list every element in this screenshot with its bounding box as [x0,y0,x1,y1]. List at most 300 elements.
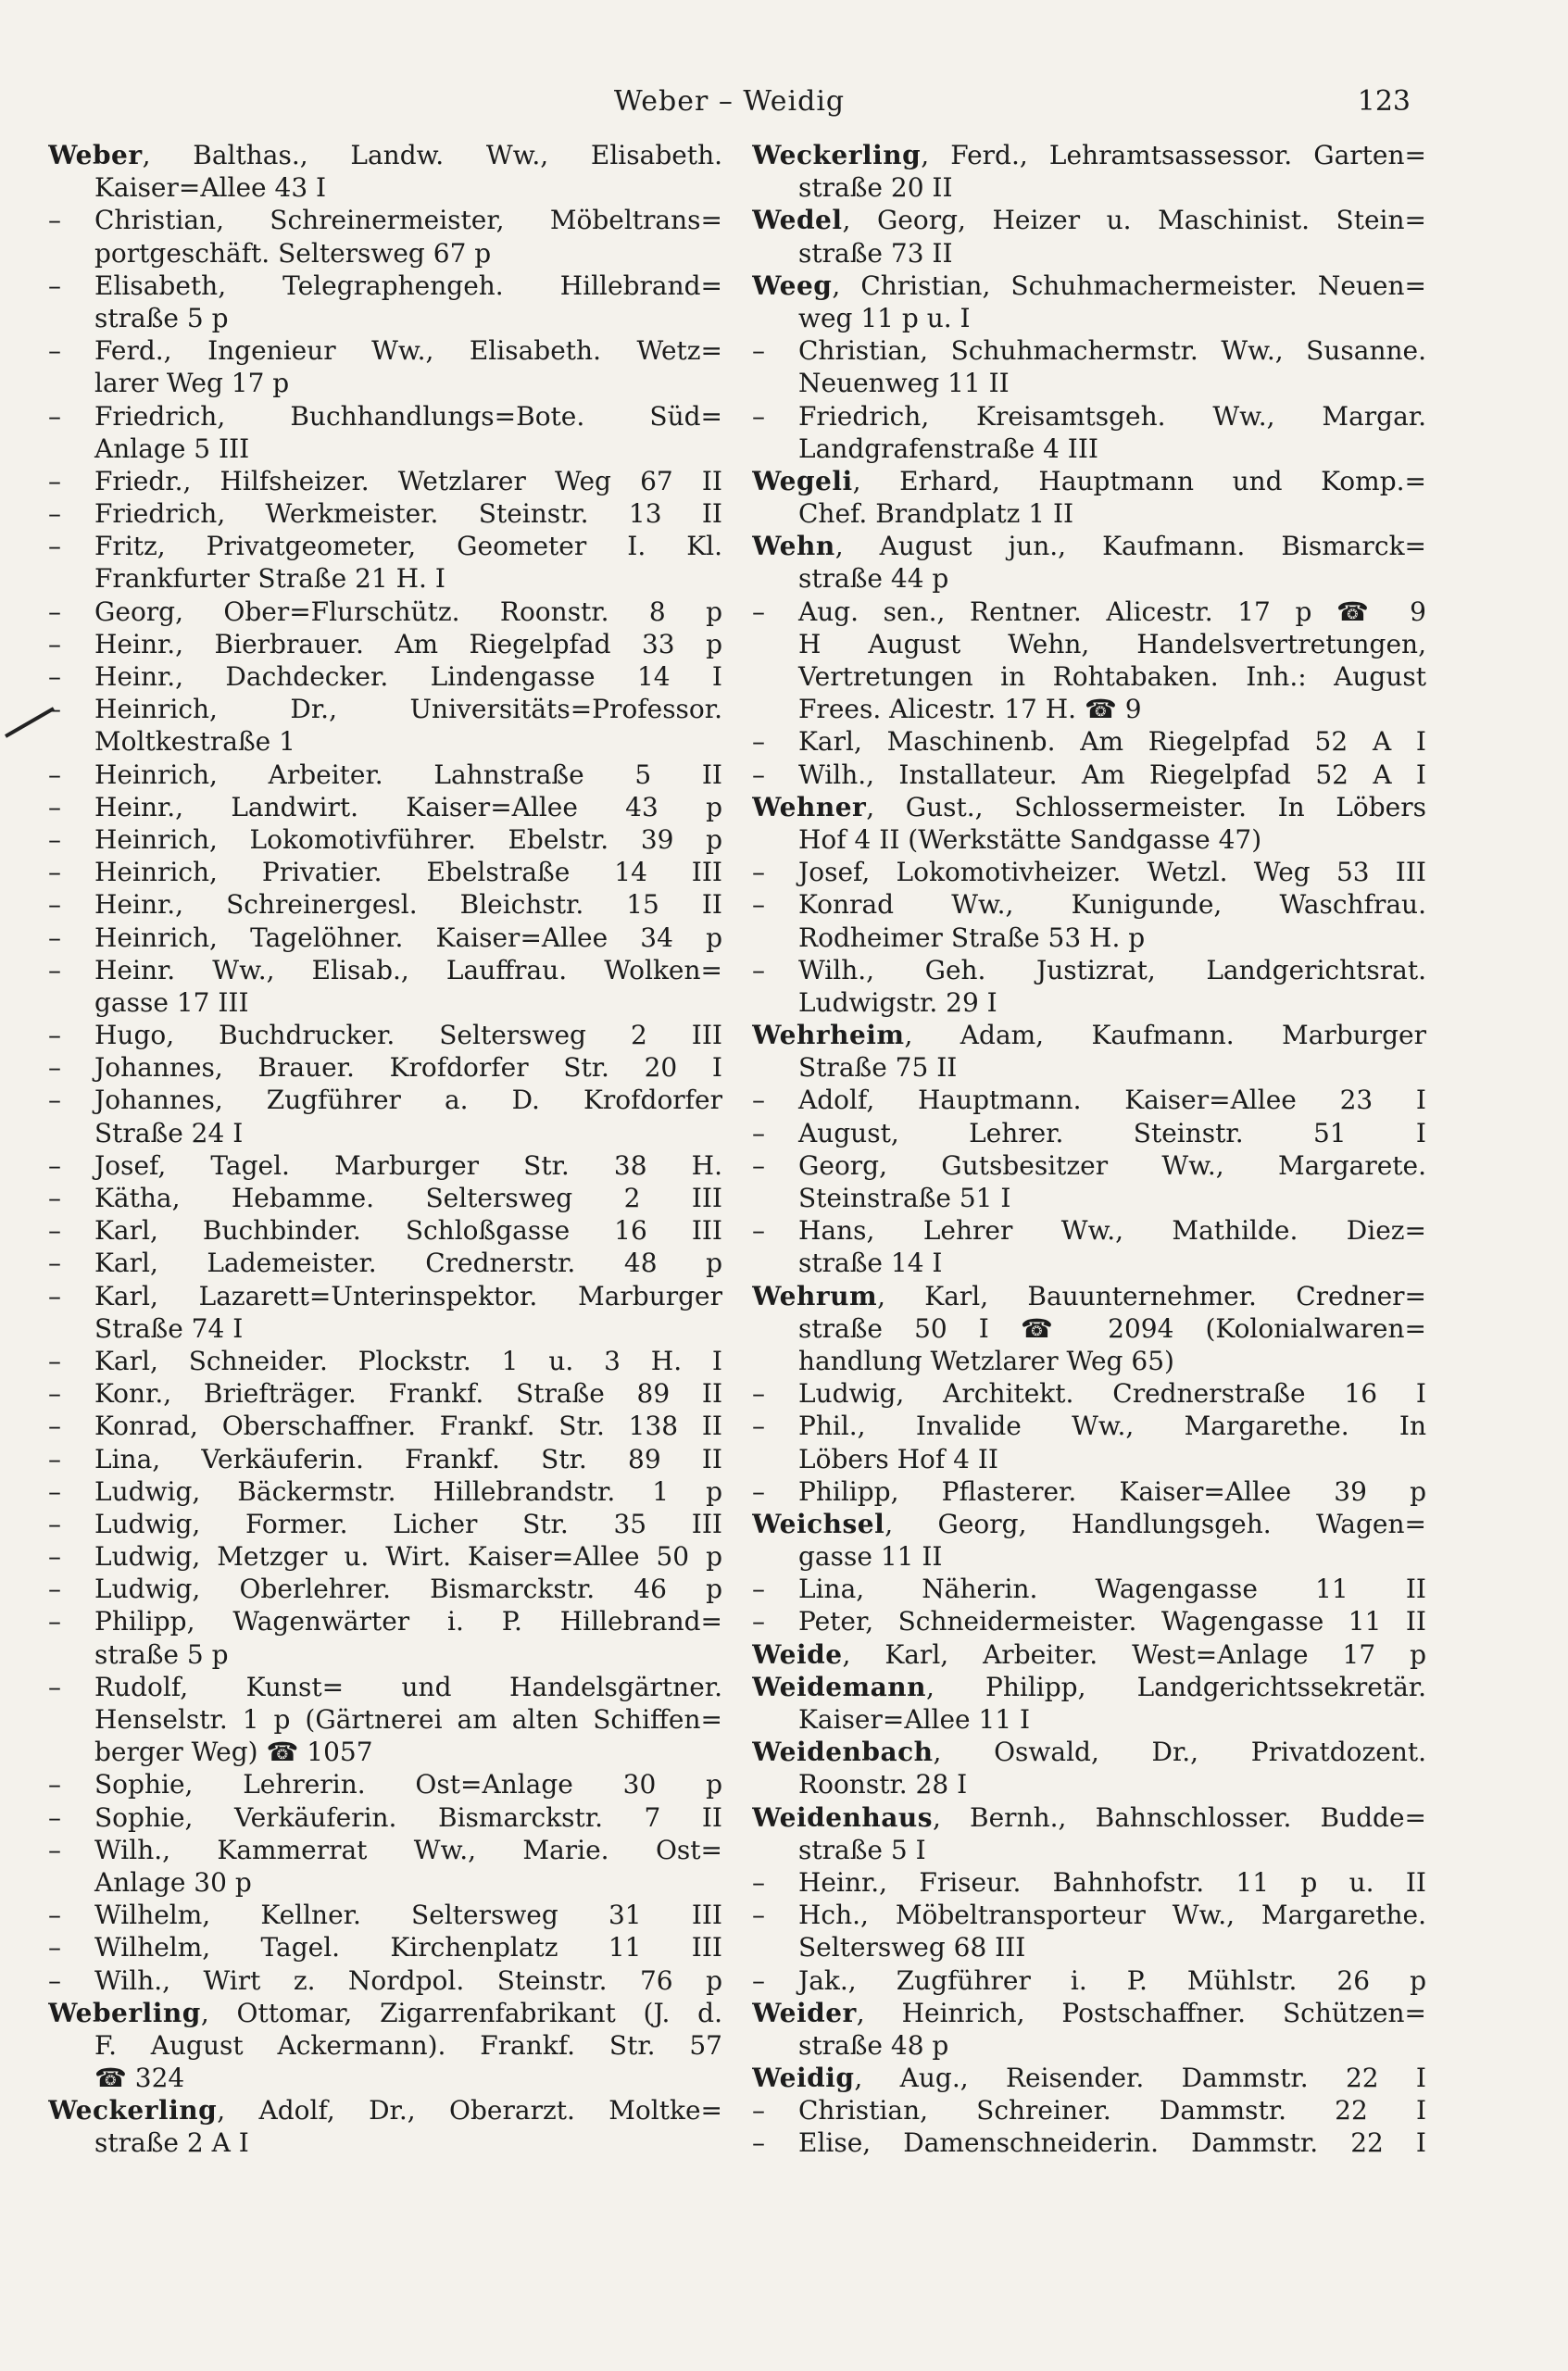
surname: Weidemann [752,1671,926,1702]
entry-text: Ludwig, Bäckermstr. Hillebrandstr. 1 p [94,1475,722,1507]
entry-head-line [752,1280,1426,1312]
entry-text: straße 5 I [798,1834,926,1865]
ditto-dash: – [48,922,61,953]
entry-continuation-line [48,725,722,758]
entry-continuation-line [752,1051,1426,1084]
entry-text: Chef. Brandplatz 1 II [798,498,1074,530]
ditto-dash: – [752,335,765,367]
entry-text: weg 11 p u. I [798,302,971,333]
ditto-dash: – [48,596,61,627]
entry-text: , Karl, Bauunternehmer. Credner= [877,1280,1426,1311]
entry-text: , Erhard, Hauptmann und Komp.= [852,465,1426,496]
surname: Weidenhaus [752,1801,933,1833]
entry-text: Rodheimer Straße 53 H. p [798,922,1146,953]
ditto-dash: – [48,1900,61,1931]
entry-head-line [752,1801,1426,1834]
entry-text: Straße 75 II [798,1052,958,1084]
entry-text: Hugo, Buchdrucker. Seltersweg 2 III [94,1020,722,1051]
entry-text: Roonstr. 28 I [798,1769,968,1800]
entry-text: Heinr., Schreinergesl. Bleichstr. 15 II [94,889,722,921]
entry-sub-line [48,1899,722,1931]
entry-text: Fritz, Privatgeometer, Geometer I. Kl. [94,531,722,562]
ditto-dash: – [48,205,61,236]
entry-sub-line [48,1377,722,1410]
entry-head-line [752,2062,1426,2094]
entry-text: Moltkestraße 1 [94,726,295,758]
ditto-dash: – [48,628,61,659]
entry-text: Phil., Invalide Ww., Margarethe. In [798,1411,1426,1442]
entry-text: Elise, Damenschneiderin. Dammstr. 22 I [798,2127,1426,2159]
entry-text: Christian, Schreiner. Dammstr. 22 I [798,2095,1426,2126]
entry-text: Kaiser=Allee 43 I [94,172,327,204]
entry-continuation-line [48,986,722,1019]
entry-text: Seltersweg 68 III [798,1932,1026,1963]
surname: Weeg [752,270,833,301]
entry-continuation-line [752,562,1426,595]
entry-text: straße 50 I ☎ 2094 (Kolonialwaren= [798,1312,1426,1344]
entry-continuation-line [752,1182,1426,1214]
entry-continuation-line [48,237,722,270]
entry-text: Karl, Buchbinder. Schloßgasse 16 III [94,1215,722,1247]
entry-continuation-line [752,2029,1426,2062]
entry-sub-line [752,2126,1426,2159]
entry-text: , Philipp, Landgerichtssekretär. [926,1671,1426,1702]
entry-text: Henselstr. 1 p (Gärtnerei am alten Schiffen= [94,1704,722,1735]
entry-text: Johannes, Brauer. Krofdorfer Str. 20 I [94,1052,722,1084]
entry-sub-line [752,1149,1426,1182]
ditto-dash: – [752,1411,765,1442]
entry-head-line [752,1736,1426,1768]
entry-text: Ludwig, Oberlehrer. Bismarckstr. 46 p [94,1574,722,1605]
entry-continuation-line [48,1736,722,1768]
entry-sub-line [752,1475,1426,1508]
entry-text: Heinr., Landwirt. Kaiser=Allee 43 p [94,791,722,822]
entry-sub-line [48,1573,722,1605]
entry-text: Kätha, Hebamme. Seltersweg 2 III [94,1183,722,1213]
surname: Weider [752,1997,857,2028]
entry-text: Josef, Lokomotivheizer. Wetzl. Weg 53 III [798,857,1426,888]
entry-sub-line [752,1573,1426,1605]
entry-sub-line [48,922,722,954]
entry-continuation-line [752,1931,1426,1963]
entry-sub-line [752,1214,1426,1247]
ditto-dash: – [48,1248,61,1279]
entry-continuation-line [752,693,1426,725]
entry-sub-line [48,1443,722,1475]
entry-text: straße 2 A I [94,2127,249,2159]
entry-text: Sophie, Lehrerin. Ost=Anlage 30 p [94,1769,722,1800]
entry-text: Heinrich, Arbeiter. Lahnstraße 5 II [94,759,722,790]
ditto-dash: – [752,759,765,790]
entry-sub-line [48,1019,722,1051]
entry-text: , Ottomar, Zigarrenfabrikant (J. d. [200,1997,722,2028]
entry-continuation-line [752,237,1426,270]
entry-text: Neuenweg 11 II [798,368,1010,399]
entry-head-line [752,465,1426,497]
entry-text: Friedrich, Werkmeister. Steinstr. 13 II [94,498,722,530]
ditto-dash: – [48,1574,61,1605]
entry-sub-line [48,1214,722,1247]
entry-sub-line [48,204,722,236]
entry-sub-line [752,1084,1426,1116]
entry-text: Christian, Schreinermeister, Möbeltrans= [94,205,722,236]
entry-sub-line [48,497,722,530]
entry-sub-line [48,1182,722,1214]
ditto-dash: – [48,1085,61,1116]
ditto-dash: – [752,1475,765,1507]
ditto-dash: – [752,954,765,985]
ditto-dash: – [48,1475,61,1507]
entry-text: Adolf, Hauptmann. Kaiser=Allee 23 I [798,1085,1426,1116]
entry-continuation-line [752,1768,1426,1800]
surname: Weber [48,140,143,170]
entry-continuation-line [752,367,1426,399]
entry-text: , Karl, Arbeiter. West=Anlage 17 p [842,1638,1426,1670]
entry-sub-line [48,400,722,433]
ditto-dash: – [752,2127,765,2159]
ditto-dash: – [48,889,61,921]
entry-text: straße 48 p [798,2029,949,2061]
entry-text: Friedrich, Kreisamtsgeh. Ww., Margar. [798,400,1426,432]
entry-text: Elisabeth, Telegraphengeh. Hillebrand= [94,270,722,301]
ditto-dash: – [48,400,61,432]
entry-sub-line [48,1931,722,1963]
entry-sub-line [48,1280,722,1312]
entry-continuation-line [48,562,722,595]
ditto-dash: – [48,1215,61,1247]
entry-text: Johannes, Zugführer a. D. Krofdorfer [94,1085,722,1116]
entry-text: ☎ 324 [94,2063,185,2094]
entry-text: handlung Wetzlarer Weg 65) [798,1345,1174,1376]
ditto-dash: – [48,661,61,692]
entry-text: Straße 74 I [94,1312,244,1344]
entry-text: Ludwig, Architekt. Crednerstraße 16 I [798,1378,1426,1410]
entry-continuation-line [752,1703,1426,1736]
entry-sub-line [752,725,1426,758]
entry-text: Wilh., Kammerrat Ww., Marie. Ost= [94,1834,722,1865]
entry-text: Lina, Verkäuferin. Frankf. Str. 89 II [94,1443,722,1474]
ditto-dash: – [48,465,61,496]
entry-text: , Adam, Kaufmann. Marburger [904,1020,1426,1051]
entry-text: Sophie, Verkäuferin. Bismarckstr. 7 II [94,1801,722,1833]
entry-text: Josef, Tagel. Marburger Str. 38 H. [94,1149,722,1181]
entry-sub-line [752,856,1426,888]
entry-sub-line [48,823,722,856]
ditto-dash: – [48,694,61,725]
ditto-dash: – [752,1085,765,1116]
entry-text: , Gust., Schlossermeister. In Löbers [866,791,1426,822]
entry-text: Anlage 5 III [94,433,250,464]
entry-text: Philipp, Wagenwärter i. P. Hillebrand= [94,1606,722,1637]
entry-text: Karl, Schneider. Plockstr. 1 u. 3 H. I [94,1345,722,1376]
entry-text: gasse 17 III [94,986,249,1018]
entry-text: Christian, Schuhmachermstr. Ww., Susanne. [798,335,1426,367]
ditto-dash: – [48,1149,61,1181]
entry-continuation-line [48,367,722,399]
entry-text: Ludwigstr. 29 I [798,986,997,1018]
ditto-dash: – [752,1964,765,1996]
entry-text: Hof 4 II (Werkstätte Sandgasse 47) [798,823,1262,855]
entry-text: Anlage 30 p [94,1866,252,1898]
entry-sub-line [48,270,722,302]
entry-text: Wilhelm, Tagel. Kirchenplatz 11 III [94,1932,722,1963]
entry-text: Vertretungen in Rohtabaken. Inh.: August [798,661,1426,692]
entry-text: August, Lehrer. Steinstr. 51 I [798,1117,1426,1148]
entry-continuation-line [48,1312,722,1345]
ditto-dash: – [48,1769,61,1800]
entry-text: Philipp, Pflasterer. Kaiser=Allee 39 p [798,1475,1426,1507]
entry-sub-line [752,1866,1426,1899]
ditto-dash: – [48,270,61,301]
entry-sub-line [752,1899,1426,1931]
entry-head-line [752,791,1426,823]
entry-text: Heinr., Bierbrauer. Am Riegelpfad 33 p [94,628,722,659]
entry-text: Löbers Hof 4 II [798,1443,998,1474]
surname: Weckerling [752,140,922,170]
ditto-dash: – [752,2095,765,2126]
entry-sub-line [48,1084,722,1116]
entry-text: Georg, Ober=Flurschütz. Roonstr. 8 p [94,596,722,627]
entry-text: , Georg, Handlungsgeh. Wagen= [884,1508,1426,1539]
entry-text: Konr., Briefträger. Frankf. Straße 89 II [94,1378,722,1410]
ditto-dash: – [752,1149,765,1181]
ditto-dash: – [48,1801,61,1833]
entry-continuation-line [752,922,1426,954]
entry-text: Heinr., Dachdecker. Lindengasse 14 I [94,661,722,692]
entry-sub-line [48,334,722,367]
entry-text: straße 73 II [798,237,953,269]
entry-text: , Aug., Reisender. Dammstr. 22 I [854,2063,1426,2094]
entry-text: Heinrich, Privatier. Ebelstraße 14 III [94,857,722,888]
ditto-dash: – [48,1020,61,1051]
ditto-dash: – [48,1280,61,1311]
entry-continuation-line [752,1312,1426,1345]
entry-sub-line [48,465,722,497]
entry-sub-line [48,1768,722,1800]
entry-continuation-line [48,2126,722,2159]
entry-text: H August Wehn, Handelsvertretungen, [798,628,1426,659]
ditto-dash: – [752,1866,765,1898]
entry-text: , Bernh., Bahnschlosser. Budde= [932,1801,1426,1833]
ditto-dash: – [48,335,61,367]
entry-sub-line [752,596,1426,628]
surname: Wedel [752,205,843,236]
entry-head-line [752,204,1426,236]
ditto-dash: – [48,1508,61,1539]
ditto-dash: – [752,889,765,921]
entry-text: Lina, Näherin. Wagengasse 11 II [798,1574,1426,1605]
entry-text: Frees. Alicestr. 17 H. ☎ 9 [798,694,1142,725]
ditto-dash: – [752,857,765,888]
entry-text: Peter, Schneidermeister. Wagengasse 11 II [798,1606,1426,1637]
entry-continuation-line [48,302,722,334]
entry-head-line [752,270,1426,302]
entry-continuation-line [752,302,1426,334]
entry-text: , Christian, Schuhmachermeister. Neuen= [832,270,1426,301]
entry-sub-line [48,888,722,921]
ditto-dash: – [752,1378,765,1410]
entry-text: Konrad, Oberschaffner. Frankf. Str. 138 II [94,1411,722,1442]
surname: Wehrum [752,1280,878,1311]
entry-text: Steinstraße 51 I [798,1183,1011,1213]
entry-continuation-line [48,1638,722,1671]
entry-head-line [752,1019,1426,1051]
entry-sub-line [752,400,1426,433]
entry-sub-line [48,1834,722,1866]
entry-continuation-line [752,171,1426,204]
entry-text: straße 5 p [94,302,229,333]
entry-sub-line [752,954,1426,986]
entry-text: Ludwig, Former. Licher Str. 35 III [94,1508,722,1539]
entry-continuation-line [752,433,1426,465]
entry-text: , Georg, Heizer u. Maschinist. Stein= [842,205,1426,236]
entry-continuation-line [752,660,1426,693]
ditto-dash: – [48,1541,61,1573]
entry-text: Landgrafenstraße 4 III [798,433,1098,464]
entry-text: straße 5 p [94,1638,229,1670]
ditto-dash: – [48,1378,61,1410]
surname: Weidig [752,2063,855,2094]
entry-text: berger Weg) ☎ 1057 [94,1737,373,1768]
entry-head-line [752,1997,1426,2029]
ditto-dash: – [752,1900,765,1931]
entry-text: Rudolf, Kunst= und Handelsgärtner. [94,1671,722,1702]
entry-text: Wilh., Wirt z. Nordpol. Steinstr. 76 p [94,1964,722,1996]
entry-text: Ludwig, Metzger u. Wirt. Kaiser=Allee 50 p [94,1541,722,1573]
surname: Wehner [752,791,867,822]
page-header [48,85,1411,132]
ditto-dash: – [48,1443,61,1474]
surname: Weckerling [48,2095,218,2126]
ditto-dash: – [48,1671,61,1702]
entry-text: gasse 11 II [798,1541,943,1573]
entry-head-line [752,1508,1426,1540]
ditto-dash: – [752,400,765,432]
entry-head-line [48,139,722,171]
entry-text: Georg, Gutsbesitzer Ww., Margarete. [798,1149,1426,1181]
entry-continuation-line [752,986,1426,1019]
entry-continuation-line [752,497,1426,530]
entry-head-line [48,1997,722,2029]
entry-sub-line [48,693,722,725]
ditto-dash: – [48,1834,61,1865]
entry-sub-line [48,954,722,986]
entry-text: Friedrich, Buchhandlungs=Bote. Süd= [94,400,722,432]
entry-sub-line [48,660,722,693]
surname: Wehrheim [752,1020,905,1051]
entry-sub-line [48,856,722,888]
entry-sub-line [48,1508,722,1540]
entry-text: Heinrich, Lokomotivführer. Ebelstr. 39 p [94,823,722,855]
entry-text: Karl, Lazarett=Unterinspektor. Marburger [94,1280,722,1311]
entry-sub-line [752,2094,1426,2126]
ditto-dash: – [752,1606,765,1637]
ditto-dash: – [48,1964,61,1996]
entry-head-line [752,530,1426,562]
entry-sub-line [752,888,1426,921]
surname: Weide [752,1638,843,1670]
entry-sub-line [48,1345,722,1377]
margin-pencil-mark [5,707,55,737]
entry-text: straße 44 p [798,563,949,595]
surname: Weidenbach [752,1737,934,1768]
entry-text: Karl, Lademeister. Crednerstr. 48 p [94,1248,722,1279]
entry-head-line [752,139,1426,171]
entry-continuation-line [48,2062,722,2094]
surname: Weichsel [752,1508,885,1539]
entry-sub-line [752,334,1426,367]
entry-text: Wilhelm, Kellner. Seltersweg 31 III [94,1900,722,1931]
entry-sub-line [48,1410,722,1442]
entry-continuation-line [752,823,1426,856]
entry-text: , August jun., Kaufmann. Bismarck= [834,531,1426,562]
ditto-dash: – [752,726,765,758]
ditto-dash: – [48,1345,61,1376]
entry-sub-line [48,1964,722,1997]
entry-text: Aug. sen., Rentner. Alicestr. 17 p ☎ 9 [798,596,1426,627]
ditto-dash: – [48,791,61,822]
ditto-dash: – [752,1215,765,1247]
entry-continuation-line [752,1540,1426,1573]
entry-text: , Oswald, Dr., Privatdozent. [933,1737,1426,1768]
entry-text: , Adolf, Dr., Oberarzt. Moltke= [217,2095,722,2126]
entry-continuation-line [48,1703,722,1736]
ditto-dash: – [48,1052,61,1084]
entry-continuation-line [752,1345,1426,1377]
entry-sub-line [48,1247,722,1279]
entry-text: portgeschäft. Seltersweg 67 p [94,237,492,269]
entry-text: Heinrich, Tagelöhner. Kaiser=Allee 34 p [94,922,722,953]
ditto-dash: – [752,1574,765,1605]
entry-head-line [48,2094,722,2126]
entry-text: Wilh., Geh. Justizrat, Landgerichtsrat. [798,954,1426,985]
entry-text: Konrad Ww., Kunigunde, Waschfrau. [798,889,1426,921]
entry-sub-line [48,530,722,562]
entry-continuation-line [752,628,1426,660]
ditto-dash: – [48,498,61,530]
entry-text: Friedr., Hilfsheizer. Wetzlarer Weg 67 II [94,465,722,496]
entry-text: , Heinrich, Postschaffner. Schützen= [856,1997,1426,2028]
entry-sub-line [48,791,722,823]
ditto-dash: – [48,954,61,985]
ditto-dash: – [48,1606,61,1637]
entry-text: , Ferd., Lehramtsassessor. Garten= [921,140,1426,170]
entry-head-line [752,1671,1426,1703]
entry-text: Karl, Maschinenb. Am Riegelpfad 52 A I [798,726,1426,758]
left-column [48,139,722,2160]
ditto-dash: – [48,1932,61,1963]
entry-text: Wilh., Installateur. Am Riegelpfad 52 A I [798,759,1426,790]
entry-text: Jak., Zugführer i. P. Mühlstr. 26 p [798,1964,1426,1996]
entry-text: Heinr. Ww., Elisab., Lauffrau. Wolken= [94,954,722,985]
entry-continuation-line [48,1117,722,1149]
entry-continuation-line [48,2029,722,2062]
entry-text: straße 14 I [798,1248,943,1279]
ditto-dash: – [48,823,61,855]
surname: Weberling [48,1997,201,2028]
entry-text: Heinrich, Dr., Universitäts=Professor. [94,694,722,725]
surname: Wegeli [752,465,853,496]
ditto-dash: – [752,1117,765,1148]
ditto-dash: – [48,857,61,888]
entry-sub-line [48,628,722,660]
entry-text: Hans, Lehrer Ww., Mathilde. Diez= [798,1215,1426,1247]
entry-continuation-line [752,1834,1426,1866]
entry-text: , Balthas., Landw. Ww., Elisabeth. [142,140,722,170]
ditto-dash: – [48,1411,61,1442]
entry-text: Ferd., Ingenieur Ww., Elisabeth. Wetz= [94,335,722,367]
surname: Wehn [752,531,835,562]
